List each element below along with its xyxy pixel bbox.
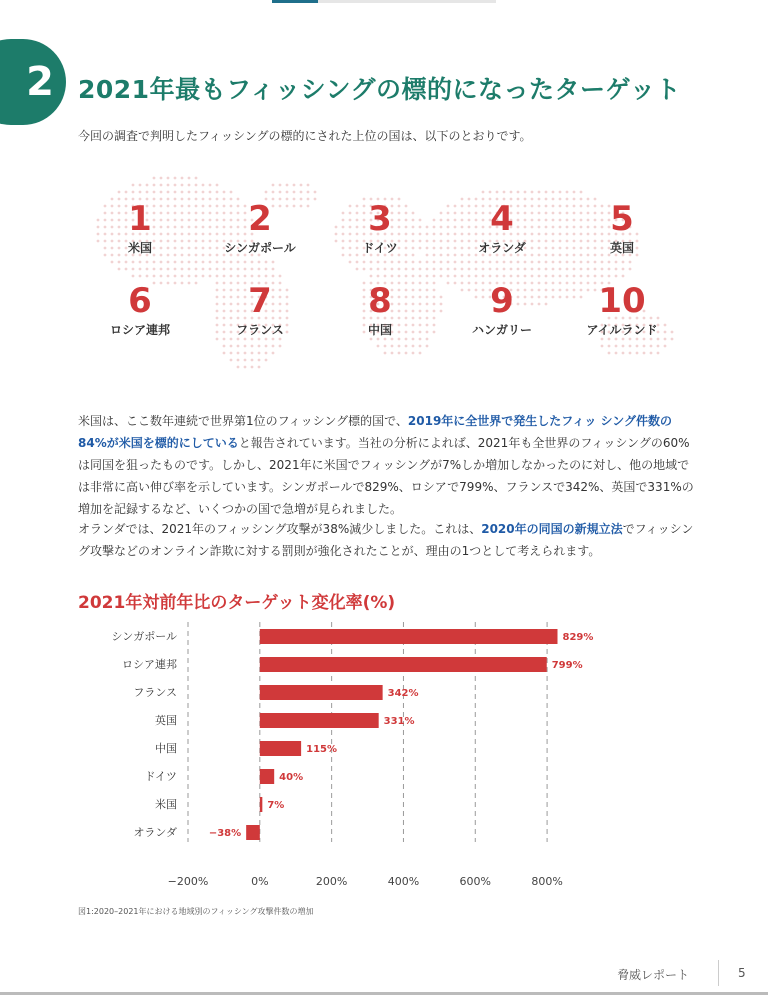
map-dot: [258, 352, 261, 355]
map-dot: [174, 184, 177, 187]
map-dot: [489, 191, 492, 194]
map-dot: [251, 366, 254, 369]
rank-number: 8: [368, 281, 392, 321]
map-dot: [223, 191, 226, 194]
rank-country: シンガポール: [224, 241, 296, 255]
value-label: 342%: [387, 688, 419, 699]
map-dot: [167, 191, 170, 194]
map-dot: [258, 366, 261, 369]
rank-number: 3: [368, 199, 392, 239]
rank-country: 英国: [609, 241, 634, 255]
map-dot: [307, 191, 310, 194]
map-dot: [195, 177, 198, 180]
map-dot: [244, 366, 247, 369]
map-dot: [405, 352, 408, 355]
map-dot: [237, 352, 240, 355]
map-dot: [300, 184, 303, 187]
map-dot: [167, 184, 170, 187]
map-dot: [251, 359, 254, 362]
map-dot: [265, 191, 268, 194]
map-dot: [531, 191, 534, 194]
map-dot: [195, 191, 198, 194]
map-dot: [216, 184, 219, 187]
map-dot: [244, 352, 247, 355]
rank-item: [200, 200, 320, 256]
map-dot: [566, 191, 569, 194]
top-tab-indicator: [272, 0, 318, 3]
map-dot: [230, 352, 233, 355]
map-dot: [300, 191, 303, 194]
map-dot: [412, 352, 415, 355]
category-label: シンガポール: [111, 630, 177, 643]
page-title: 2021年最もフィッシングの標的になったターゲット: [78, 75, 681, 104]
rank-number: 6: [128, 281, 152, 321]
paragraph-text: でフィッシング攻撃などのオンライン詐欺に対する罰則が強化されたことが、理由の1つとして考えられます。: [78, 522, 694, 558]
rank-country: ロシア連邦: [109, 323, 170, 337]
map-dot: [118, 191, 121, 194]
map-dot: [643, 352, 646, 355]
category-label: 米国: [155, 798, 177, 811]
rank-country: フランス: [236, 323, 284, 337]
rank-number: 4: [490, 199, 514, 239]
bar: [260, 713, 379, 728]
body-paragraph-us: [78, 410, 700, 520]
rank-item: [200, 282, 320, 338]
rank-country: ドイツ: [362, 241, 398, 255]
category-label: 中国: [155, 742, 177, 755]
map-dot: [552, 191, 555, 194]
paragraph-text: オランダでは、2021年のフィッシング攻撃が38%減少しました。これは、: [78, 522, 482, 536]
map-dot: [174, 191, 177, 194]
category-label: ロシア連邦: [122, 658, 177, 671]
map-dot: [272, 352, 275, 355]
map-dot: [307, 184, 310, 187]
map-dot: [237, 366, 240, 369]
map-dot: [237, 359, 240, 362]
rank-item: [320, 282, 440, 338]
map-dot: [265, 359, 268, 362]
value-label: 799%: [551, 660, 583, 671]
map-dot: [272, 184, 275, 187]
map-dot: [559, 191, 562, 194]
map-dot: [314, 191, 317, 194]
map-dot: [153, 177, 156, 180]
map-dot: [293, 184, 296, 187]
map-dot: [510, 191, 513, 194]
map-dot: [230, 359, 233, 362]
category-label: 英国: [155, 714, 177, 727]
map-dot: [622, 352, 625, 355]
map-dot: [160, 177, 163, 180]
paragraph-text: 米国は、ここ数年連続で世界第1位のフィッシング標的国で、: [78, 414, 408, 428]
map-dot: [538, 191, 541, 194]
map-dot: [279, 191, 282, 194]
value-label: 829%: [562, 632, 594, 643]
map-dot: [195, 184, 198, 187]
map-dot: [615, 352, 618, 355]
intro-text: 今回の調査で判明したフィッシングの標的にされた上位の国は、以下のとおりです。: [78, 129, 532, 143]
source-link[interactable]: 2019年に全世界で発生したフィッ シング件数の84%が米国を標的にしている: [78, 414, 672, 450]
rank-number: 10: [598, 281, 646, 321]
map-dot: [391, 352, 394, 355]
map-dot: [202, 184, 205, 187]
value-label: 115%: [306, 744, 338, 755]
page-number: 5: [738, 966, 746, 980]
map-dot: [650, 352, 653, 355]
map-dot: [580, 191, 583, 194]
map-dot: [258, 359, 261, 362]
map-dot: [188, 184, 191, 187]
map-dot: [209, 184, 212, 187]
legislation-link[interactable]: 2020年の同国の新規立法: [481, 522, 623, 536]
bar: [260, 629, 558, 644]
map-dot: [188, 177, 191, 180]
map-dot: [181, 191, 184, 194]
map-dot: [223, 352, 226, 355]
map-dot: [244, 359, 247, 362]
map-dot: [146, 191, 149, 194]
map-dot: [202, 191, 205, 194]
category-label: オランダ: [133, 826, 177, 839]
value-label: 40%: [279, 772, 304, 783]
rank-number: 7: [248, 281, 272, 321]
footer-divider: [718, 960, 719, 986]
map-dot: [293, 191, 296, 194]
rank-item: [442, 282, 562, 338]
bar: [260, 685, 383, 700]
map-dot: [153, 191, 156, 194]
map-dot: [636, 352, 639, 355]
rank-number: 1: [128, 199, 152, 239]
map-dot: [573, 191, 576, 194]
rank-country: 米国: [127, 241, 152, 255]
rank-item: [562, 282, 682, 338]
rank-number: 9: [490, 281, 514, 321]
rank-country: オランダ: [478, 241, 526, 255]
rank-item: [442, 200, 562, 256]
x-tick-label: 0%: [251, 875, 269, 888]
category-label: フランス: [133, 686, 177, 699]
map-dot: [125, 191, 128, 194]
chart-title: 2021年対前年比のターゲット変化率(%): [78, 593, 396, 613]
rank-number: 5: [610, 199, 634, 239]
map-dot: [139, 184, 142, 187]
bar: [260, 797, 263, 812]
figure-caption: 図1:2020–2021年における地域別のフィッシング攻撃件数の増加: [78, 907, 314, 916]
map-dot: [398, 352, 401, 355]
map-dot: [496, 191, 499, 194]
rank-item: [80, 282, 200, 338]
map-dot: [272, 191, 275, 194]
x-tick-label: −200%: [167, 875, 209, 888]
bar: [260, 657, 547, 672]
body-paragraph-netherlands: [78, 518, 700, 562]
value-label: 331%: [383, 716, 415, 727]
rank-grid: [80, 200, 680, 350]
footer-report-label: 脅威レポート: [617, 968, 690, 982]
change-rate-bar-chart: [0, 620, 768, 900]
x-tick-label: 600%: [459, 875, 491, 888]
map-dot: [181, 177, 184, 180]
map-dot: [517, 191, 520, 194]
section-number-badge: 2: [0, 39, 66, 125]
x-tick-label: 400%: [387, 875, 420, 888]
map-dot: [251, 352, 254, 355]
rank-item: [80, 200, 200, 256]
map-dot: [419, 352, 422, 355]
map-dot: [209, 191, 212, 194]
map-dot: [503, 191, 506, 194]
x-tick-label: 200%: [315, 875, 348, 888]
bar: [246, 825, 260, 840]
category-label: ドイツ: [144, 770, 177, 783]
rank-country: 中国: [367, 323, 392, 337]
map-dot: [545, 191, 548, 194]
map-dot: [384, 352, 387, 355]
map-dot: [188, 191, 191, 194]
rank-country: ハンガリー: [471, 323, 532, 337]
value-label: −38%: [208, 828, 242, 839]
map-dot: [160, 184, 163, 187]
map-dot: [265, 352, 268, 355]
map-dot: [230, 191, 233, 194]
map-dot: [181, 184, 184, 187]
map-dot: [279, 184, 282, 187]
rank-number: 2: [248, 199, 272, 239]
map-dot: [139, 191, 142, 194]
map-dot: [132, 191, 135, 194]
map-dot: [524, 191, 527, 194]
value-label: 7%: [267, 800, 285, 811]
rank-item: [562, 200, 682, 256]
map-dot: [153, 184, 156, 187]
map-dot: [167, 177, 170, 180]
map-dot: [286, 191, 289, 194]
paragraph-text: と報告されています。当社の分析によれば、2021年も全世界のフィッシングの60%は同国を狙ったものです。しかし、2021年に米国でフィッシングが7%しか増加しなかったのに対し、他の地域では非常に高い伸び率を示しています。シンガポールで829%、ロシアで799%、フランスで342%、英国で331%の増加を記録するなど、いくつかの国で急増が見られました。: [78, 436, 694, 516]
map-dot: [629, 352, 632, 355]
rank-item: [320, 200, 440, 256]
map-dot: [160, 191, 163, 194]
map-dot: [216, 191, 219, 194]
map-dot: [174, 177, 177, 180]
bar: [260, 769, 274, 784]
x-tick-label: 800%: [531, 875, 563, 888]
rank-country: アイルランド: [586, 323, 658, 337]
map-dot: [657, 352, 660, 355]
map-dot: [286, 184, 289, 187]
map-dot: [608, 352, 611, 355]
map-dot: [132, 184, 135, 187]
map-dot: [146, 184, 149, 187]
map-dot: [482, 191, 485, 194]
bar: [260, 741, 301, 756]
